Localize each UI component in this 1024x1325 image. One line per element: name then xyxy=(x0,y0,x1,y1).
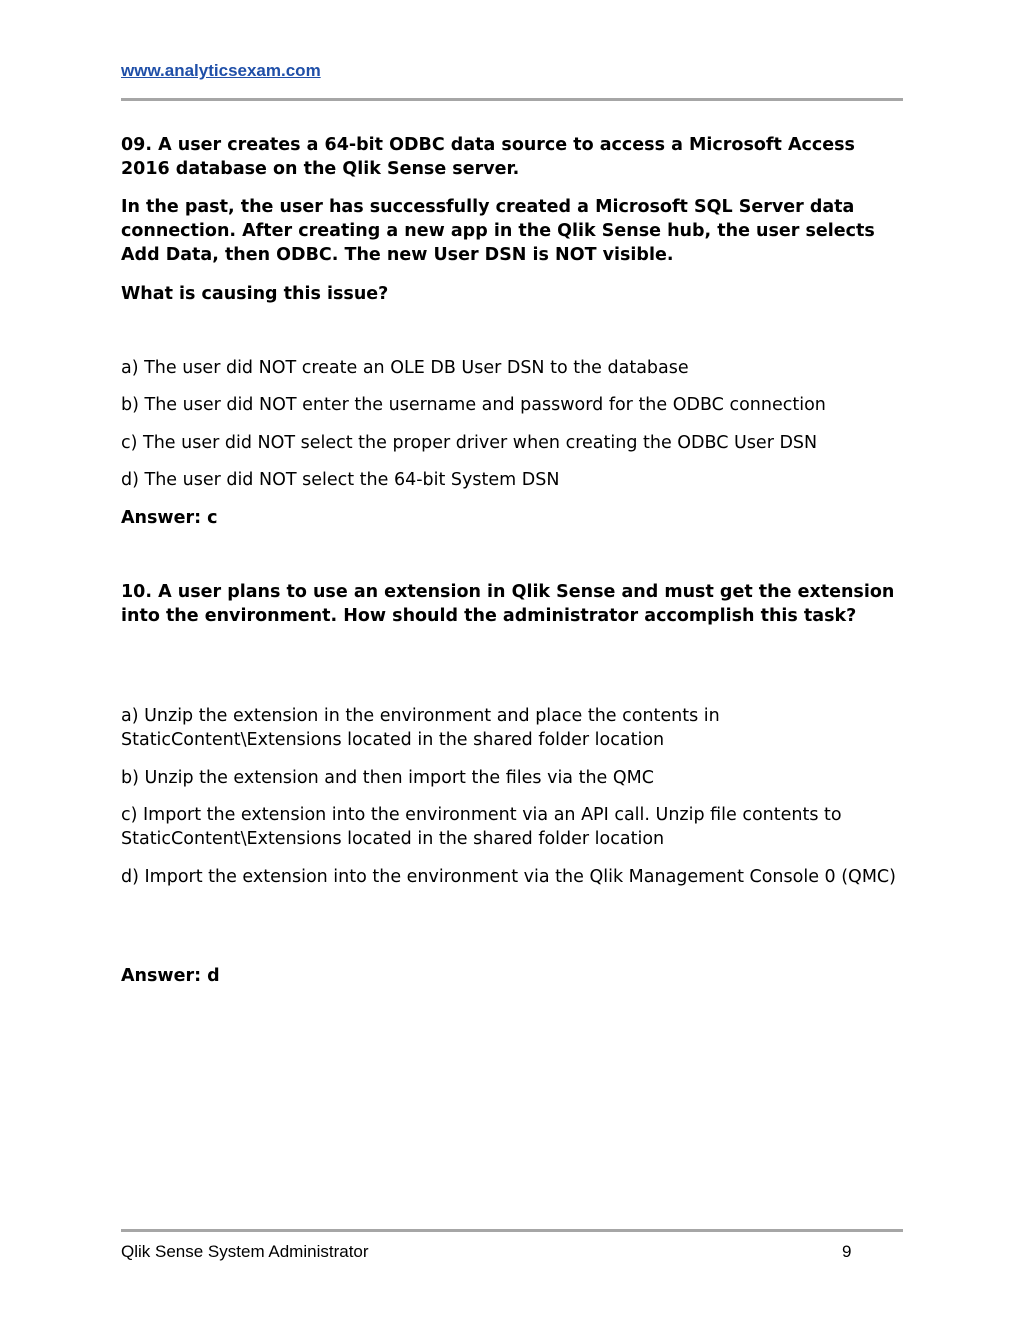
q9-line-3: What is causing this issue? xyxy=(121,284,389,304)
site-link[interactable]: www.analyticsexam.com xyxy=(121,61,321,80)
q9-line-1: 09. A user creates a 64-bit ODBC data source to access a Microsoft Access 2016 database on the Qlik Sense server. xyxy=(121,135,855,179)
q10-option-b xyxy=(121,766,901,790)
q9-option-d xyxy=(121,468,901,492)
q9-answer xyxy=(121,506,901,530)
q9-option-b xyxy=(121,393,901,417)
q10-option-d xyxy=(121,865,901,889)
option-text: b) Unzip the extension and then import the files via the QMC xyxy=(121,768,654,788)
option-text: c) Import the extension into the environment via an API call. Unzip file contents to StaticContent\Extensions located in the shared folder location xyxy=(121,805,842,849)
option-text: a) Unzip the extension in the environment and place the contents in StaticContent\Extensions located in the shared folder location xyxy=(121,706,720,750)
q10-option-a xyxy=(121,704,901,752)
header-rule xyxy=(121,98,903,101)
option-text: b) The user did NOT enter the username and password for the ODBC connection xyxy=(121,395,826,415)
answer-text: Answer: c xyxy=(121,508,218,528)
option-text: a) The user did NOT create an OLE DB User DSN to the database xyxy=(121,358,689,378)
option-text: c) The user did NOT select the proper driver when creating the ODBC User DSN xyxy=(121,433,818,453)
q10-answer xyxy=(121,964,901,988)
option-text: d) The user did NOT select the 64-bit System DSN xyxy=(121,470,560,490)
q9-stem-2 xyxy=(121,195,901,267)
q10-stem xyxy=(121,580,901,628)
answer-text: Answer: d xyxy=(121,966,220,986)
q10-line-1: 10. A user plans to use an extension in Qlik Sense and must get the extension into the environment. How should the administrator accomplish this task? xyxy=(121,582,895,626)
q9-line-2: In the past, the user has successfully created a Microsoft SQL Server data connection. After creating a new app in the Qlik Sense hub, the user selects Add Data, then ODBC. The new User DSN is NOT visible. xyxy=(121,197,875,265)
q9-stem-3 xyxy=(121,282,901,306)
footer-rule xyxy=(121,1229,903,1232)
option-text: d) Import the extension into the environment via the Qlik Management Console 0 (QMC) xyxy=(121,867,896,887)
q9-stem-1 xyxy=(121,133,901,181)
page-number: 9 xyxy=(842,1242,852,1261)
q9-option-c xyxy=(121,431,901,455)
footer-title: Qlik Sense System Administrator xyxy=(121,1242,369,1261)
q10-option-c xyxy=(121,803,901,851)
q9-option-a xyxy=(121,356,901,380)
